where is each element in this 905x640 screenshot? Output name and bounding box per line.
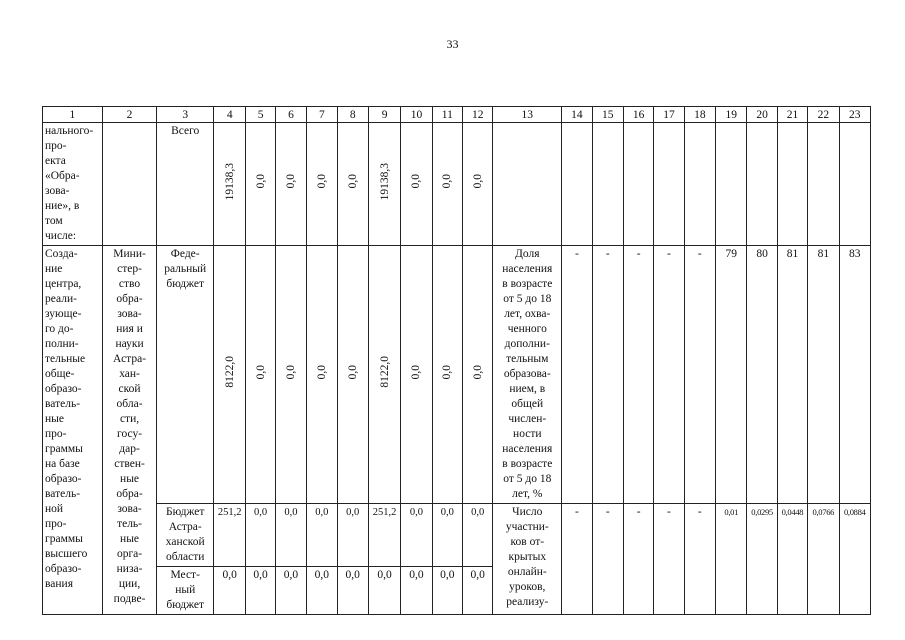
value-cell: 0,0 [275, 246, 306, 504]
empty-cell [684, 123, 715, 246]
value-cell: 8122,0 [214, 246, 246, 504]
header-cell: 10 [401, 107, 432, 123]
header-cell: 18 [684, 107, 715, 123]
value-cell: 0,0 [246, 567, 275, 615]
header-cell: 13 [493, 107, 562, 123]
indicator-value-cell: - [562, 504, 592, 615]
header-cell: 7 [307, 107, 337, 123]
budget-source-cell: Мест- ный бюджет [157, 567, 214, 615]
value-cell: 0,0 [463, 567, 493, 615]
header-cell: 20 [747, 107, 777, 123]
value-cell: 0,0 [432, 246, 462, 504]
empty-cell [777, 123, 807, 246]
budget-source-cell: Всего [157, 123, 214, 246]
value-cell: 0,0 [401, 123, 432, 246]
empty-cell [654, 123, 684, 246]
header-cell: 19 [716, 107, 747, 123]
value-cell: 0,0 [275, 567, 306, 615]
header-cell: 14 [562, 107, 592, 123]
value-cell: 0,0 [463, 123, 493, 246]
header-cell: 2 [102, 107, 157, 123]
empty-cell [592, 123, 623, 246]
empty-cell [623, 123, 653, 246]
value-cell: 0,0 [337, 567, 368, 615]
value-cell: 251,2 [214, 504, 246, 567]
value-cell: 0,0 [307, 504, 337, 567]
value-cell: 251,2 [368, 504, 400, 567]
value-cell: 0,0 [275, 504, 306, 567]
value-cell: 8122,0 [368, 246, 400, 504]
value-cell: 0,0 [368, 567, 400, 615]
header-cell: 21 [777, 107, 807, 123]
value-cell: 0,0 [307, 567, 337, 615]
budget-table [42, 106, 871, 615]
value-cell: 0,0 [401, 567, 432, 615]
header-cell: 23 [839, 107, 871, 123]
indicator-value-cell: 81 [777, 246, 807, 504]
header-cell: 11 [432, 107, 462, 123]
header-cell: 3 [157, 107, 214, 123]
value-cell: 0,0 [214, 567, 246, 615]
indicator-value-cell: - [623, 246, 653, 504]
header-row [43, 107, 871, 123]
indicator-value-cell: - [684, 246, 715, 504]
value-cell: 0,0 [337, 246, 368, 504]
table-row-total [43, 123, 871, 246]
indicator-value-cell: - [562, 246, 592, 504]
indicator-value-cell: - [684, 504, 715, 615]
header-cell: 8 [337, 107, 368, 123]
empty-cell [716, 123, 747, 246]
indicator-value-cell: 81 [808, 246, 839, 504]
empty-cell [562, 123, 592, 246]
budget-source-cell: Бюджет Астра- ханской области [157, 504, 214, 567]
value-cell: 0,0 [337, 504, 368, 567]
header-cell: 4 [214, 107, 246, 123]
empty-cell [102, 123, 157, 246]
value-cell: 0,0 [463, 246, 493, 504]
value-cell: 0,0 [246, 504, 275, 567]
indicator-value-cell: 0,0295 [747, 504, 777, 615]
empty-cell [747, 123, 777, 246]
value-cell: 0,0 [463, 504, 493, 567]
header-cell: 17 [654, 107, 684, 123]
indicator-name-cell: Число участни- ков от- крытых онлайн- уроков, реализу- [493, 504, 562, 615]
indicator-value-cell: - [623, 504, 653, 615]
header-cell: 5 [246, 107, 275, 123]
project-name-cell: нального- про- екта «Обра- зова- ние», в том числе: [43, 123, 103, 246]
project-name-cell: Созда- ние центра, реали- зующе- го до- полни- тельные обще- образо- ватель- ные про- граммы на базе образо- ватель- ной про- граммы высшего образо- вания [43, 246, 103, 615]
header-cell: 9 [368, 107, 400, 123]
indicator-value-cell: 79 [716, 246, 747, 504]
header-cell: 6 [275, 107, 306, 123]
table-row-regional [43, 504, 871, 567]
indicator-name-cell: Доля населения в возрасте от 5 до 18 лет, охва- ченного дополни- тельным образова- нием, в общей числен- ности населения в возрасте от 5 до 18 лет, % [493, 246, 562, 504]
indicator-value-cell: - [654, 504, 684, 615]
page-number: 33 [446, 37, 459, 51]
indicator-value-cell: - [592, 246, 623, 504]
header-cell: 15 [592, 107, 623, 123]
value-cell: 0,0 [401, 504, 432, 567]
budget-source-cell: Феде- ральный бюджет [157, 246, 214, 504]
indicator-value-cell: 83 [839, 246, 871, 504]
value-cell: 0,0 [307, 123, 337, 246]
value-cell: 0,0 [307, 246, 337, 504]
header-cell: 1 [43, 107, 103, 123]
header-cell: 16 [623, 107, 653, 123]
indicator-value-cell: 0,0448 [777, 504, 807, 615]
value-cell: 0,0 [246, 246, 275, 504]
value-cell: 0,0 [401, 246, 432, 504]
indicator-value-cell: - [592, 504, 623, 615]
empty-cell [493, 123, 562, 246]
indicator-value-cell: - [654, 246, 684, 504]
header-cell: 12 [463, 107, 493, 123]
value-cell: 0,0 [432, 567, 462, 615]
table-row-federal [43, 246, 871, 504]
empty-cell [808, 123, 839, 246]
value-cell: 0,0 [432, 123, 462, 246]
value-cell: 0,0 [275, 123, 306, 246]
header-cell: 22 [808, 107, 839, 123]
indicator-value-cell: 80 [747, 246, 777, 504]
value-cell: 0,0 [432, 504, 462, 567]
value-cell: 0,0 [246, 123, 275, 246]
value-cell: 19138,3 [214, 123, 246, 246]
empty-cell [839, 123, 871, 246]
indicator-value-cell: 0,01 [716, 504, 747, 615]
responsible-org-cell: Мини- стер- ство обра- зова- ния и науки Астра- хан- ской обла- сти, госу- дар- ствен- ные обра- зова- тель- ные орга- низа- ции, подве- [102, 246, 157, 615]
indicator-value-cell: 0,0884 [839, 504, 871, 615]
value-cell: 0,0 [337, 123, 368, 246]
value-cell: 19138,3 [368, 123, 400, 246]
indicator-value-cell: 0,0766 [808, 504, 839, 615]
